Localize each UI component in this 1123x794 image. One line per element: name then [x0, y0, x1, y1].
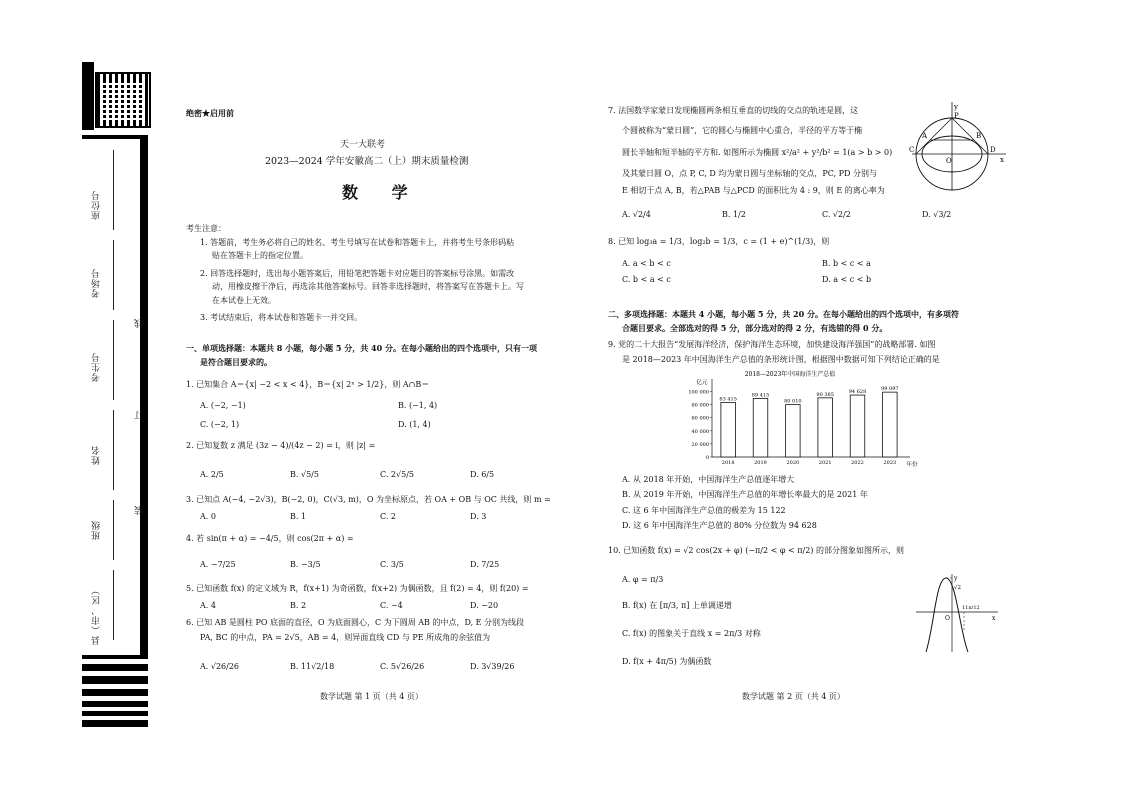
question-7-line: 个圆被称为“蒙日圆”，它的圆心与椭圆中心重合，半径的平方等于椭 [622, 126, 863, 135]
note-line: 1. 答题前，考生务必将自己的姓名、考生号填写在试卷和答题卡上，并将考生号条形码粘 [200, 238, 515, 247]
q9-option: C. 这 6 年中国海洋生产总值的极差为 15 122 [622, 506, 786, 515]
fig-label: D [990, 146, 996, 154]
option: A. 4 [200, 601, 216, 610]
cut-mark-zhuang: 装 [135, 505, 145, 515]
question-8: 8. 已知 log₃a = 1/3，log₂b = 1/3，c = (1 + e)^(1/3)，则 [608, 237, 830, 246]
field-class-line [113, 500, 114, 560]
fig-label: C [909, 146, 915, 154]
q10-option: C. f(x) 的图象关于直线 x = 2π/3 对称 [622, 629, 761, 638]
option: D. −20 [470, 601, 499, 610]
question-7-line: 7. 法国数学家蒙日发现椭圆两条相互垂直的切线的交点的轨迹是圆，这 [608, 106, 859, 115]
option: C. 3/5 [380, 560, 404, 569]
q5-options [200, 601, 560, 611]
option: B. 1 [290, 512, 307, 521]
question-7-line: 圆长半轴和短半轴的平方和. 如图所示为椭圆 x²/a² + y²/b² = 1(a > b > 0) [622, 148, 893, 157]
q2-options [200, 470, 560, 480]
fig-label: 11π/12 [962, 605, 980, 611]
option: B. −3/5 [290, 560, 321, 569]
question-6: 6. 已知 AB 是圆柱 PO 底面的直径，O 为底面圆心，C 为下圆周 AB 的中点，D, E 分别为线段 [186, 618, 525, 627]
question-9-line: 是 2018—2023 年中国海洋生产总值的条形统计图，根据图中数据可知下列结论正确的是 [622, 355, 940, 364]
option: A. a < b < c [622, 259, 671, 268]
option: D. 3√39/26 [470, 662, 515, 671]
fig-label: y [954, 103, 958, 111]
chart-bar [850, 395, 865, 457]
exam-title: 2023—2024 学年安徽高二（上）期末质量检测 [265, 156, 469, 167]
option: A. −7/25 [200, 560, 236, 569]
question-7-line: 及其蒙日圆 O，点 P, C, D 均为蒙日圆与坐标轴的交点，PC, PD 分别与 [622, 169, 878, 178]
chart-bar [721, 402, 736, 457]
option: C. 2 [380, 512, 397, 521]
option: A. 0 [200, 512, 216, 521]
field-examinee-no: 考生号 [92, 352, 102, 382]
cut-mark-xian: 线 [135, 318, 145, 328]
marine-gdp-bar-chart [672, 367, 922, 470]
q6-options [200, 662, 560, 672]
option: A. √2/4 [622, 210, 651, 219]
q10-option: D. f(x + 4π/5) 为偶函数 [622, 657, 712, 666]
option: C. −4 [380, 601, 403, 610]
field-county-line [113, 570, 114, 640]
question-1: 1. 已知集合 A＝{x| −2 < x < 4}，B＝{x| 2ˣ > 1/2}，则 A∩B＝ [186, 380, 430, 389]
chart-y-tick-label: 100 000 [688, 389, 709, 396]
chart-x-tick-label: 2022 [851, 460, 864, 466]
q9-option: D. 这 6 年中国海洋生产总值的 80% 分位数为 94 628 [622, 521, 817, 530]
fig-label: A [922, 132, 928, 140]
field-room: 考场号 [92, 268, 102, 298]
chart-x-tick-label: 2019 [754, 460, 767, 466]
chart-y-tick-label: 80 000 [691, 402, 709, 409]
chart-data-label: 89 415 [751, 392, 770, 399]
q9-option: A. 从 2018 年开始，中国海洋生产总值逐年增大 [622, 475, 795, 484]
option: C. 2√5/5 [380, 470, 414, 479]
q9-option: B. 从 2019 年开始，中国海洋生产总值的年增长率最大的是 2021 年 [622, 490, 868, 499]
fig-label: y [954, 575, 958, 582]
fig-label: O [946, 157, 952, 165]
section-2-heading-cont: 合题目要求。全部选对的得 5 分，部分选对的得 2 分，有选错的得 0 分。 [622, 323, 888, 333]
fig-label: x [1000, 156, 1004, 164]
chart-y-tick-label: 60 000 [691, 415, 709, 422]
note-line: 贴在答题卡上的指定位置。 [212, 251, 308, 260]
field-seat: 座位号 [92, 190, 102, 220]
fig-label: O [945, 615, 950, 622]
chart-x-tick-label: 2023 [883, 460, 897, 466]
page-2-footer: 数学试题 第 2 页（共 4 页） [742, 692, 845, 701]
chart-data-label: 83 415 [719, 396, 737, 403]
option: B. √5/5 [290, 470, 319, 479]
option: C. (−2, 1) [200, 420, 240, 429]
question-4: 4. 若 sin(π + α) = −4/5，则 cos(2π + α) = [186, 534, 354, 543]
fig-label: x [992, 615, 996, 622]
field-name: 姓名 [92, 445, 102, 465]
option: D. a < c < b [822, 275, 872, 284]
option: A. √26/26 [200, 662, 240, 671]
note-line: 3. 考试结束后，将本试卷和答题卡一并交回。 [200, 313, 363, 322]
field-class: 班级 [92, 520, 102, 540]
question-5: 5. 已知函数 f(x) 的定义域为 R，f(x+1) 为奇函数，f(x+2) 为偶函数，且 f(2) = 4，则 f(20) = [186, 584, 529, 593]
chart-data-label: 90 385 [816, 391, 834, 398]
field-examinee-line [113, 320, 114, 400]
notes-title: 考生注意： [186, 224, 226, 233]
section-1-heading: 一、单项选择题：本题共 8 小题，每小题 5 分，共 40 分。在每小题给出的四个选项中，只有一项 [186, 343, 537, 353]
chart-y-tick-label: 40 000 [691, 428, 709, 435]
option: C. 5√26/26 [380, 662, 425, 671]
option: B. 11√2/18 [290, 662, 335, 671]
option: B. 2 [290, 601, 307, 610]
chart-y-tick-label: 20 000 [691, 441, 709, 448]
section-2-heading: 二、多项选择题：本题共 4 小题，每小题 5 分，共 20 分。在每小题给出的四个选项中，有多项符 [608, 309, 959, 319]
chart-bar [753, 398, 768, 457]
chart-x-tick-label: 2018 [721, 460, 735, 466]
chart-x-tick-label: 2021 [818, 460, 832, 466]
monge-circle-figure [908, 100, 1008, 192]
cut-mark-ding: 订 [135, 410, 145, 420]
secret-mark: 绝密★启用前 [186, 108, 234, 118]
question-6-cont: PA, BC 的中点，PA = 2√5，AB = 4，则异面直线 CD 与 PE 所成角的余弦值为 [200, 633, 491, 642]
q10-option: B. f(x) 在 [π/3, π] 上单调递增 [622, 601, 732, 610]
fig-label: P [954, 112, 959, 120]
qr-code [95, 72, 151, 128]
option: D. 6/5 [470, 470, 495, 479]
union-title: 天一大联考 [340, 140, 386, 150]
option: A. 2/5 [200, 470, 224, 479]
note-line: 在本试卷上无效。 [212, 296, 276, 305]
fig-label: √2 [954, 585, 962, 591]
field-seat-line [113, 150, 114, 230]
chart-data-label: 99 097 [881, 386, 899, 393]
option: C. √2/2 [822, 210, 851, 219]
q3-options [200, 512, 560, 522]
chart-title: 2018—2023年中国海洋生产总值 [744, 371, 836, 378]
option: D. (1, 4) [398, 420, 431, 429]
chart-y-label: 亿元 [696, 380, 708, 386]
section-1-heading-cont: 是符合题目要求的。 [200, 357, 272, 367]
option: B. 1/2 [722, 210, 746, 219]
field-county: 县（市、区） [92, 585, 102, 645]
chart-data-label: 94 628 [848, 389, 867, 396]
option: D. 3 [470, 512, 487, 521]
question-2: 2. 已知复数 z 满足 (3z − 4)/(4z − 2) = i，则 |z| = [186, 441, 376, 450]
chart-bar [883, 392, 898, 457]
cosine-graph-figure [912, 572, 1000, 654]
field-room-line [113, 240, 114, 310]
q10-option: A. φ = π/3 [622, 575, 664, 584]
q4-options [200, 560, 560, 570]
page-1-footer: 数学试题 第 1 页（共 4 页） [320, 692, 423, 701]
chart-bar [786, 405, 801, 457]
chart-bar [818, 398, 833, 457]
chart-x-label: 年份 [906, 462, 918, 468]
option: D. √3/2 [922, 210, 952, 219]
option: B. (−1, 4) [398, 401, 438, 410]
option: C. b < a < c [622, 275, 671, 284]
question-10: 10. 已知函数 f(x) = √2 cos(2x + φ) (−π/2 < φ < π/2) 的部分图象如图所示，则 [608, 546, 904, 555]
q7-options [622, 210, 1022, 220]
option: D. 7/25 [470, 560, 500, 569]
option: A. (−2, −1) [200, 401, 246, 410]
field-name-line [113, 410, 114, 490]
option: B. b < c < a [822, 259, 871, 268]
fig-label: B [976, 132, 982, 140]
question-9-line: 9. 党的二十大报告“发展海洋经济，保护海洋生态环境，加快建设海洋强国”的战略部署. 如图 [608, 340, 936, 349]
question-3: 3. 已知点 A(−4, −2√3)，B(−2, 0)，C(√3, m)，O 为坐标原点，若 OA + OB 与 OC 共线，则 m = [186, 495, 551, 504]
note-line: 动，用橡皮擦干净后，再选涂其他答案标号。回答非选择题时，将答案写在答题卡上。写 [212, 282, 524, 291]
note-line: 2. 回答选择题时，选出每小题答案后，用铅笔把答题卡对应题目的答案标号涂黑。如需改 [200, 269, 515, 278]
chart-y-tick-label: 0 [705, 455, 709, 461]
chart-x-tick-label: 2020 [786, 460, 800, 466]
chart-data-label: 80 010 [784, 398, 802, 405]
q1-options [200, 401, 410, 411]
subject-title: 数 学 [342, 183, 422, 202]
question-7-line: E 相切于点 A, B，若△PAB 与△PCD 的面积比为 4 : 9，则 E 的离心率为 [622, 186, 885, 195]
